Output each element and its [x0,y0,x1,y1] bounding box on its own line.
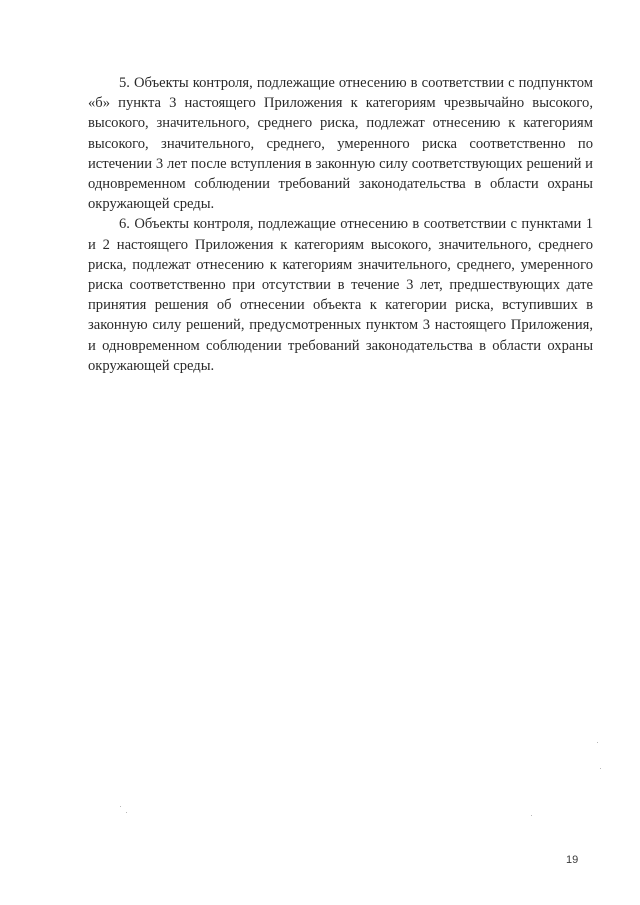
scan-speck [531,815,532,816]
scan-speck [120,806,121,807]
page-number: 19 [566,854,579,866]
paragraph-5: 5. Объекты контроля, подлежащие отнесению в соответствии с подпунктом «б» пункта 3 настоящего Приложения к категориям чрезвычайно высокого, высокого, значительного, среднего риска, подлежат отнесению к категориям высокого, значительного, среднего, умеренного риска соответственно по истечении 3 лет после вступления в законную силу соответствующих решений и одновременном соблюдении требований законодательства в области охраны окружающей среды. [88,75,593,213]
scan-speck [126,812,127,813]
paragraph-6: 6. Объекты контроля, подлежащие отнесению в соответствии с пунктами 1 и 2 настоящего Приложения к категориям высокого, значительного, среднего риска, подлежат отнесению к категориям значительного, среднего, умеренного риска соответственно при отсутствии в течение 3 лет, предшествующих дате принятия решения об отнесении объекта к категории риска, вступивших в законную силу решений, предусмотренных пунктом 3 настоящего Приложения, и одновременном соблюдении требований законодательства в области охраны окружающей среды. [88,216,593,374]
scan-speck [597,742,598,743]
scan-speck [600,768,601,769]
document-body [88,73,593,376]
